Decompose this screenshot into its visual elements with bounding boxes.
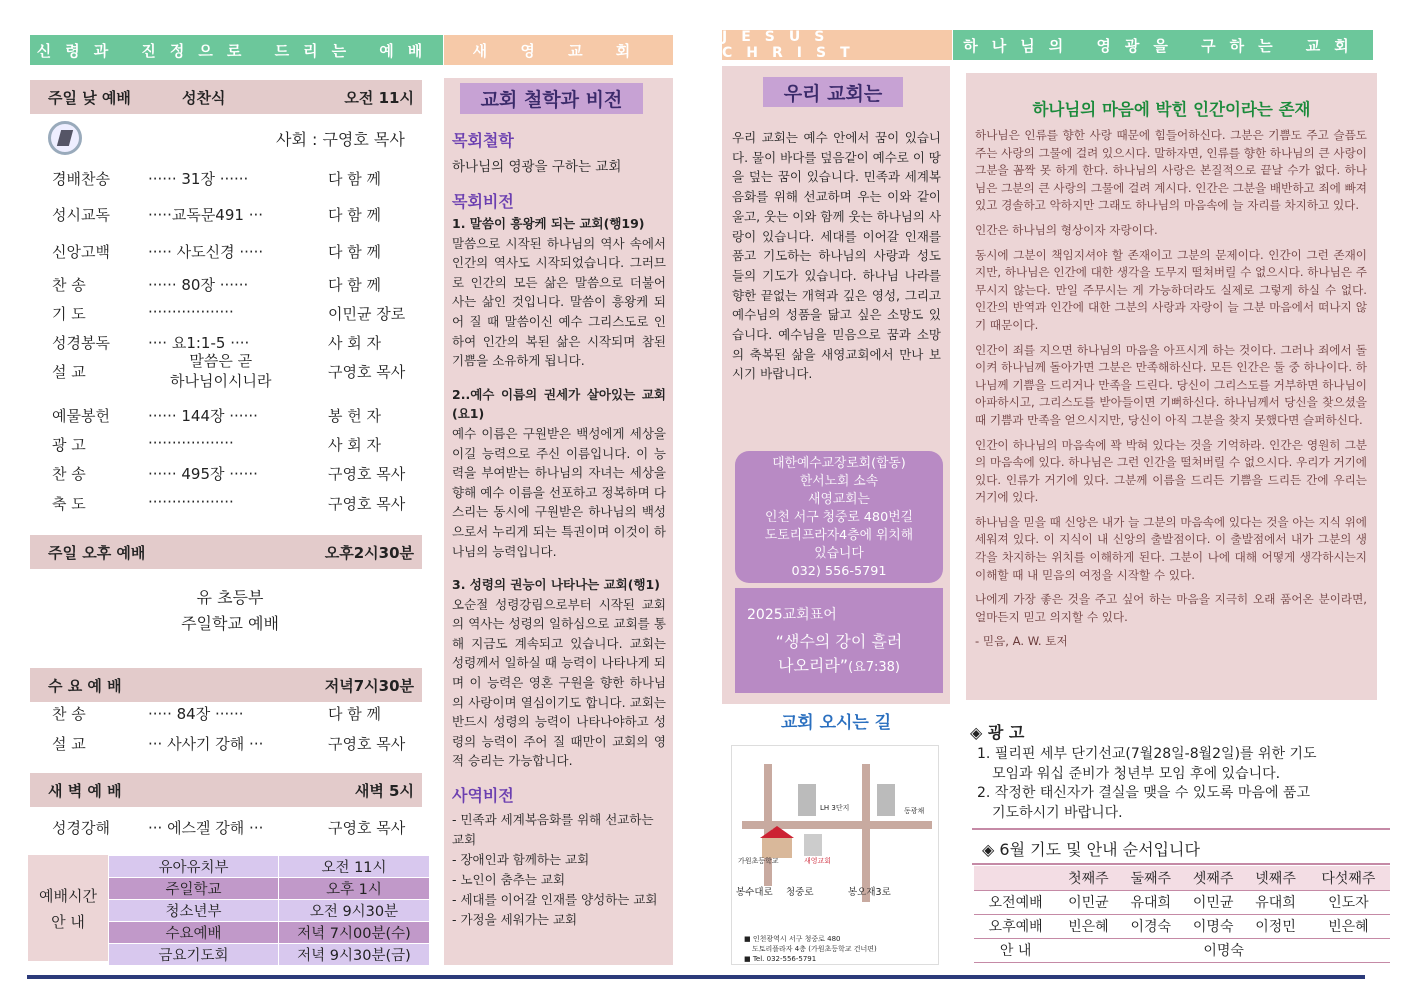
prayer-table: [974, 866, 1390, 963]
glory-paragraph: 하나님은 인류를 향한 사랑 때문에 힘들어하신다. 그분은 기쁨도 주고 슬픔도 주는 사랑의 그물에 걸려 있으시다. 말하자면, 인류를 향한 하나님의 큰 사랑이 그분을 꼼짝 못 하게 한다. 하나님의 사랑은 본질적으로 끝날 수가 없다. 하나님은 그분의 큰 사랑의 그물에 걸려 계시다. 인간은 그분을 배반하고 죄에 빠져 있고 경솔하고 악하지만 그래도 하나님의 마음속에 늘 자리를 차지하고 있다.: [975, 128, 1367, 213]
schedule-row: 수요예배 저녁 7시00분(수): [109, 922, 430, 944]
schedule-row: 청소년부 오전 9시30분: [109, 900, 430, 922]
info-line: 한서노회 소속: [799, 474, 879, 489]
order-row: 예물봉헌 ······ 144장 ······ 봉 헌 자: [52, 407, 382, 425]
map-title: 교회 오시는 길: [780, 713, 892, 733]
prayer-header-cell: 첫째주: [1057, 866, 1119, 890]
schedule-row: 주일학교 오후 1시: [109, 878, 430, 900]
church-banner: 새 영 교 회: [444, 35, 673, 65]
vision-title: 교회 철학과 비전: [460, 83, 643, 114]
bottom-rule: [27, 975, 1365, 979]
order-row: 성경봉독 ···· 요1:1-5 ···· 사 회 자: [52, 334, 382, 352]
worship-banner: 신령과 진정으로 드리는 예배: [30, 35, 443, 65]
presider: 사회 : 구영호 목사: [276, 130, 405, 149]
glory-paragraph: 하나님을 믿을 때 신앙은 내가 늘 그분의 마음속에 있다는 것을 아는 지식 위에 세워져 있다. 이 지식이 내 신앙의 출발점이다. 이 출발점에서 내가 그분의 생각을 차지하는 위치를 이해하게 된다. 그분이 나에 대해 어떻게 생각하시는지 이해할 때 내 믿음의 여정을 시작할 수 있다.: [975, 514, 1367, 582]
ministry-item: - 가정을 세워가는 교회: [452, 912, 578, 928]
jesus-banner: JESUS CHRIST: [722, 30, 952, 60]
schedule-table: [108, 855, 430, 966]
glory-paragraph: - 믿음, A. W. 토저: [975, 634, 1068, 649]
ads-list: 1. 필리핀 세부 단기선교(7월28일-8월2일)를 위한 기도 모임과 워십 준비가 청년부 모임 후에 있습니다. 2. 작정한 태신자가 결실을 맺을 수 있도록 마음에 품고 기도하시기 바랍니다.: [977, 746, 1317, 821]
schedule-row: 유아유치부 오전 11시: [109, 856, 430, 878]
glory-paragraph: 인간이 죄를 지으면 하나님의 마음을 아프시게 하는 것이다. 그러나 죄에서 돌이켜 하나님께 돌아가면 그분은 만족해하신다. 모든 인간은 둘 중 하나이다. 하나님께 기쁨을 드리거나 만족을 드린다. 당신이 그리스도를 거부하면 하나님이 아파하시고, 그리스도를 받아들이면 기뻐하신다. 하나님께서 당신을 찾으셨을 때 기쁨과 만족을 얻으시지만, 당신이 아직 그분을 찾지 못했다면 슬퍼하신다.: [975, 342, 1367, 427]
vision-content: 목회철학 하나님의 영광을 구하는 교회 목회비전 1. 말씀이 흥왕케 되는 교회(행19) 말씀으로 시작된 하나님의 역사 속에서 인간의 역사도 시작되었습니다. 그러므로 인간의 모든 삶은 말씀으로 더불어 사는 삶인 것입니다. 말씀이 흥왕케 되어 질 때 말씀이신 예수 그리스도로 인하여 인간의 복된 삶은 시작되며 참된 기쁨을 소유하게 됩니다. 2..예수 이름의 권세가 살아있는 교회(요1) 예수 이름은 구원받은 백성에게 세상을 이길 능력으로 주신 이름입니다. 이 능력을 부여받는 하나님의 자녀는 세상을 향해 예수 이름을 선포하고 정복하며 다스리는 동시에 구원받은 하나님의 백성으로서 누리게 되는 특권이며 이것이 하나님의 능력입니다. 3. 성령의 권능이 나타나는 교회(행1) 오순절 성령강림으로부터 시작된 교회의 역사는 성령의 일하심으로 교회를 통해 지금도 계속되고 있습니다. 교회는 성령께서 일하실 때 능력이 나타나게 되며 이 능력은 영혼 구원을 향한 하나님의 사랑이며 열심이기도 합니다. 교회는 반드시 성령의 능력이 나타나야하고 성령의 능력이 주어 질 때만이 교회의 영적 승리는 가능합니다. 사역비전 - 민족과 세계복음화를 위해 선교하는 교회 - 장애인과 함께하는 교회 - 노인이 춤추는 교회 - 세대를 이어갈 인재를 양성하는 교회 - 가정을 세워가는 교회: [452, 128, 666, 930]
glory-title: 하나님의 마음에 박힌 인간이라는 존재: [1032, 100, 1311, 119]
order-row: 찬 송 ······ 80장 ······ 다 함 께: [52, 276, 382, 294]
map-image: LH 3단지 동광채 가원초등학교 새영교회 봉수대로 청중로 봉오재3로 ■ 인천광역시 서구 청중로 480 도토리플라자 4층 (가원초등학교 건너편) ■ Tel. 032-556-5791: [731, 745, 939, 965]
info-line: 도토리프라자4층에 위치해: [764, 528, 914, 543]
ministry-item: - 민족과 세계복음화를 위해 선교하는 교회: [452, 812, 654, 848]
sunday-pm-info: 유 초등부 주일학교 예배: [181, 588, 279, 633]
prayer-row: 오전예배 이민균 유대희 이민균 유대희 인도자: [974, 890, 1390, 914]
info-line: 새영교회는: [808, 492, 870, 507]
glory-paragraph: 인간은 하나님의 형상이자 자랑이다.: [975, 222, 1158, 237]
order-row: 광 고 ·················· 사 회 자: [52, 434, 382, 454]
order-row: 신앙고백 ····· 사도신경 ····· 다 함 께: [52, 243, 382, 261]
church-title: 우리 교회는: [763, 77, 903, 107]
schedule-label: 예배시간 안 내: [28, 855, 108, 961]
motto-box: 2025교회표어 “생수의 강이 흘러 나오리라”(요7:38): [735, 588, 943, 693]
prayer-header-cell: [974, 866, 1057, 890]
cup-icon: [48, 121, 82, 155]
schedule-row: 금요기도회 저녁 9시30분(금): [109, 944, 430, 966]
info-line: 있습니다: [814, 546, 864, 561]
church-info-box: [735, 451, 943, 583]
info-line: 인천 서구 청중로 480번길: [765, 510, 913, 525]
guide-row: 안 내 이명숙: [974, 938, 1390, 962]
dawn-header: 새 벽 예 배 새벽 5시: [30, 773, 422, 807]
order-row: 성시교독 ·····교독문491 ··· 다 함 께: [52, 206, 382, 224]
sunday-am-header: 주일 낮 예배 성찬식 오전 11시: [30, 80, 422, 114]
ministry-item: - 노인이 춤추는 교회: [452, 872, 566, 888]
ministry-item: - 장애인과 함께하는 교회: [452, 852, 590, 868]
prayer-header-cell: 둘째주: [1120, 866, 1182, 890]
prayer-title: ◈ 6월 기도 및 안내 순서입니다: [982, 840, 1200, 859]
glory-text: [975, 127, 1367, 658]
order-row: 설 교 말씀은 곧 하나님이시니라 구영호 목사: [52, 352, 406, 390]
order-row: 축 도 ·················· 구영호 목사: [52, 493, 406, 513]
info-line: 대한예수교장로회(합동): [772, 456, 906, 471]
prayer-header-cell: 셋째주: [1182, 866, 1244, 890]
order-row: 경배찬송 ······ 31장 ······ 다 함 께: [52, 170, 382, 188]
glory-paragraph: 인간이 하나님의 마음속에 꽉 박혀 있다는 것을 기억하라. 인간은 영원히 그분의 마음속에 있다. 하나님은 그런 인간을 떨쳐버릴 수 없으시다. 우리가 거기에 있다. 인류가 거기에 있다. 그분께 이름을 드리든 기쁨을 드리든 간에 우리는 거기에 있다.: [975, 437, 1367, 505]
divider: [972, 828, 1390, 830]
dawn-row: 성경강해 ··· 에스겔 강해 ··· 구영호 목사: [52, 819, 406, 837]
wed-row: 설 교 ··· 사사기 강해 ··· 구영호 목사: [52, 735, 406, 753]
wed-header: 수 요 예 배 저녁7시30분: [30, 668, 422, 702]
glory-paragraph: 동시에 그분이 책임지셔야 할 존재이고 그분의 문제이다. 인간이 그런 존재이지만, 하나님은 인간에 대한 생각을 도무지 떨쳐버릴 수 없으시다. 하나님은 주무시지 않는다. 만일 주무시는 게 가능하더라도 실제로 그렇게 하실 수 없다. 인간의 반역과 인간에 대한 그분의 사랑과 자랑이 늘 그분 마음에서 떠나지 않기 때문이다.: [975, 247, 1367, 332]
order-row: 기 도 ·················· 이민균 장로: [52, 303, 406, 323]
glory-paragraph: 나에게 가장 좋은 것을 주고 싶어 하는 마음을 지극히 오래 품어온 분이라면, 얼마든지 믿고 의지할 수 있다.: [975, 592, 1367, 624]
prayer-row: 오후예배 빈은혜 이경숙 이명숙 이정민 빈은혜: [974, 914, 1390, 938]
info-line: 032) 556-5791: [791, 564, 887, 579]
ministry-item: - 세대를 이어갈 인재를 양성하는 교회: [452, 892, 658, 908]
prayer-header-cell: 다섯째주: [1307, 866, 1390, 890]
wed-row: 찬 송 ····· 84장 ······ 다 함 께: [52, 705, 382, 723]
divider: [972, 863, 1390, 865]
church-intro: 우리 교회는 예수 안에서 꿈이 있습니다. 물이 바다를 덮음같이 예수로 이 땅을 덮는 꿈이 있습니다. 민족과 세계복음화를 위해 선교하며 우는 이와 같이 울고, 웃는 이와 함께 웃는 하나님의 사랑이 있습니다. 세대를 이어갈 인재를 품고 기도하는 하나님의 사랑과 성도들의 기도가 있습니다. 하나님 나라를 향한 끝없는 개혁과 깊은 영성, 그리고 예수님의 성품을 닮고 싶은 소망도 있습니다. 예수님을 믿음으로 꿈과 소망의 축복된 삶을 새영교회에서 만나 보시기 바랍니다.: [732, 130, 941, 382]
glory-banner: 하나님의 영광을 구하는 교회: [953, 30, 1373, 60]
sunday-pm-header: 주일 오후 예배 오후2시30분: [30, 535, 422, 569]
ads-title: ◈ 광 고: [970, 723, 1025, 742]
order-row: 찬 송 ······ 495장 ······ 구영호 목사: [52, 465, 406, 483]
prayer-header-cell: 넷째주: [1244, 866, 1306, 890]
